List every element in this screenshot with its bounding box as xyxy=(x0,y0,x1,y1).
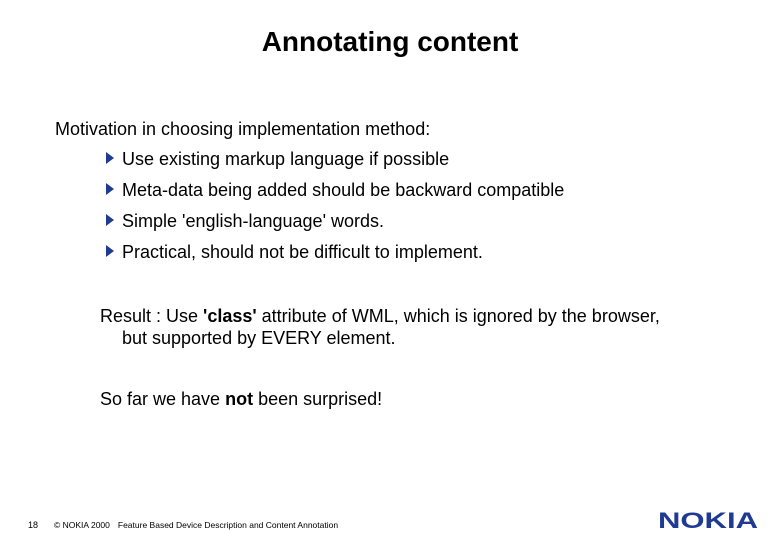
bullet-text: Meta-data being added should be backward compatible xyxy=(122,180,565,200)
bullet-item xyxy=(103,209,564,240)
sofar-bold: not xyxy=(225,389,254,409)
result-continuation: but supported by EVERY element. xyxy=(122,328,396,348)
result-paragraph xyxy=(100,305,750,349)
page-number: 18 xyxy=(28,520,39,530)
bullet-item xyxy=(103,147,564,178)
sofar-suffix: been surprised! xyxy=(253,389,383,409)
result-bold: 'class' xyxy=(203,306,257,326)
result-prefix: Result : Use xyxy=(100,306,204,326)
logo-text: NOKIA xyxy=(658,508,758,532)
intro-text: Motivation in choosing implementation method: xyxy=(55,119,431,139)
copyright: © NOKIA 2000 xyxy=(54,520,110,530)
footer-text xyxy=(54,520,338,530)
triangle-right-icon xyxy=(106,152,114,164)
bullet-text: Practical, should not be difficult to implement. xyxy=(122,242,483,262)
slide-title: Annotating content xyxy=(261,26,519,57)
bullet-item xyxy=(103,240,564,271)
nokia-logo xyxy=(658,508,758,532)
bullet-text: Simple 'english-language' words. xyxy=(122,211,385,231)
bullet-text: Use existing markup language if possible xyxy=(122,149,450,169)
deck-title: Feature Based Device Description and Content Annotation xyxy=(117,520,339,530)
triangle-right-icon xyxy=(106,214,114,226)
sofar-paragraph xyxy=(100,389,382,410)
sofar-prefix: So far we have xyxy=(100,389,226,409)
triangle-right-icon xyxy=(106,183,114,195)
triangle-right-icon xyxy=(106,245,114,257)
bullet-list xyxy=(103,147,564,271)
result-suffix: attribute of WML, which is ignored by the browser, xyxy=(256,306,660,326)
bullet-item xyxy=(103,178,564,209)
